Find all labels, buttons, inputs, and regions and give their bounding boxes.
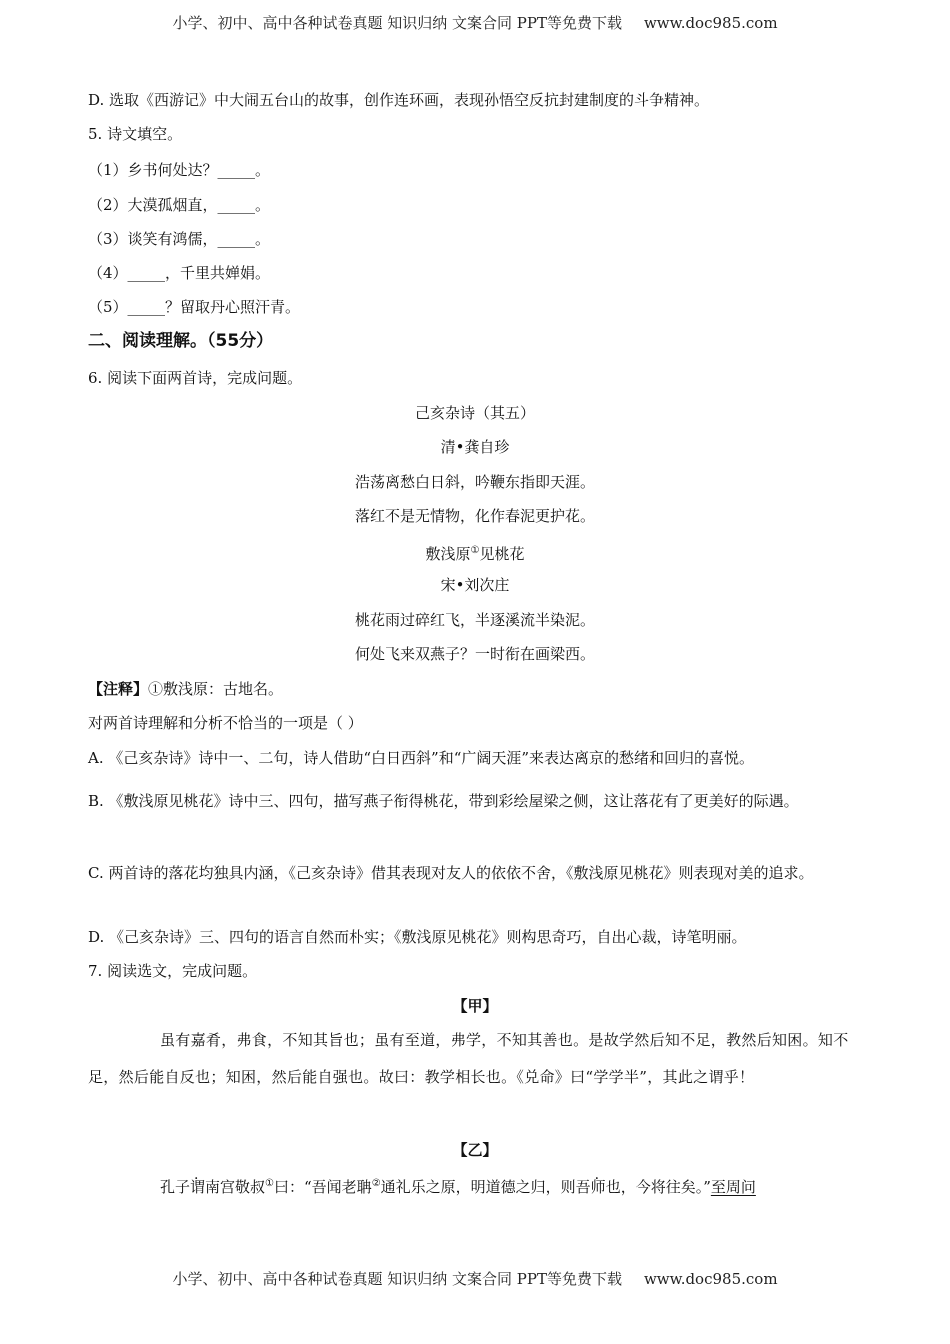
q5-item-2: （2）大漠孤烟直，_____。 <box>88 196 271 214</box>
header-text: 小学、初中、高中各种试卷真题 知识归纳 文案合同 PPT等免费下载 <box>172 14 622 32</box>
passage-yi-label: 【乙】 <box>452 1141 498 1159</box>
poem2-line-2: 何处飞来双燕子？一时衔在画梁西。 <box>354 645 595 663</box>
yi-seg-4: 通礼乐之原，明道德之归，则吾 <box>380 1178 591 1196</box>
section-2-heading: 二、阅读理解。（55分） <box>88 331 274 351</box>
q6-note <box>88 679 283 699</box>
q6-option-b: B. 《敷浅原见桃花》诗中三、四句，描写燕子衔得桃花，带到彩绘屋梁之侧，这让落花有了更美好的际遇。 <box>88 792 799 810</box>
q6-option-a: A. 《己亥杂诗》诗中一、二句，诗人借助“白日西斜”和“广阔天涯”来表达离京的愁绪和回归的喜悦。 <box>88 749 755 767</box>
footer-text: 小学、初中、高中各种试卷真题 知识归纳 文案合同 PPT等免费下载 <box>172 1270 622 1288</box>
poem2-author: 宋•刘次庄 <box>440 576 510 594</box>
footer-site[interactable]: www.doc985.com <box>643 1270 778 1288</box>
q6-option-d: D. 《己亥杂诗》三、四句的语言自然而朴实；《敷浅原见桃花》则构思奇巧，自出心裁，诗笔明丽。 <box>88 928 747 946</box>
poem2-title-a: 敷浅原 <box>425 545 471 563</box>
passage-jia-text: 虽有嘉肴，弗食，不知其旨也；虽有至道，弗学，不知其善也。是故学然后知不足，教然后知困。知不足，然后能自反也；知困，然后能自强也。故曰：教学相长也。《兑命》曰“学学半”，其此之谓乎！ <box>88 1031 849 1086</box>
q5-item-1: （1）乡书何处达？_____。 <box>88 161 271 179</box>
note-text: ①敷浅原：古地名。 <box>148 680 284 698</box>
yi-footnote-2: ② <box>371 1178 381 1189</box>
q6-option-c: C. 两首诗的落花均独具内涵，《己亥杂诗》借其表现对友人的依依不舍，《敷浅原见桃花》则表现对美的追求。 <box>88 864 814 882</box>
q6-title: 6. 阅读下面两首诗，完成问题。 <box>88 369 303 387</box>
yi-dotted-word-2: 师 <box>590 1178 606 1196</box>
header-site[interactable]: www.doc985.com <box>643 14 778 32</box>
q6-question: 对两首诗理解和分析不恰当的一项是（ ） <box>88 714 363 732</box>
poem1-title: 己亥杂诗（其五） <box>414 404 535 422</box>
yi-dotted-word-1: 谓 <box>190 1178 206 1196</box>
q4-option-d: D. 选取《西游记》中大闹五台山的故事，创作连环画，表现孙悟空反抗封建制度的斗争精神。 <box>88 91 710 109</box>
page-header <box>0 12 950 33</box>
q5-title: 5. 诗文填空。 <box>88 125 183 143</box>
q7-title: 7. 阅读选文，完成问题。 <box>88 962 258 980</box>
poem2-title-b: 见桃花 <box>479 545 525 563</box>
q5-item-3: （3）谈笑有鸿儒，_____。 <box>88 230 271 248</box>
poem1-author: 清•龚自珍 <box>440 438 510 456</box>
yi-underlined-text: 至周问 <box>710 1178 756 1196</box>
poem1-line-1: 浩荡离愁白日斜，吟鞭东指即天涯。 <box>354 473 595 491</box>
q5-item-5: （5）_____？留取丹心照汗青。 <box>88 298 301 316</box>
page-footer <box>0 1268 950 1289</box>
yi-seg-3: 曰：“吾闻老聃 <box>274 1178 372 1196</box>
passage-yi-text <box>160 1174 756 1197</box>
yi-seg-5: 也，今将往矣。” <box>605 1178 711 1196</box>
passage-jia-label: 【甲】 <box>452 997 498 1015</box>
poem2-footnote-mark: ① <box>470 545 480 556</box>
note-label: 【注释】 <box>88 680 149 698</box>
yi-seg-2: 南宫敬叔 <box>205 1178 266 1196</box>
yi-seg-1: 孔子 <box>160 1178 191 1196</box>
poem2-title <box>0 541 950 564</box>
q5-item-4: （4）_____，千里共婵娟。 <box>88 264 271 282</box>
yi-footnote-1: ① <box>265 1178 275 1189</box>
poem1-line-2: 落红不是无情物，化作春泥更护花。 <box>354 507 595 525</box>
poem2-line-1: 桃花雨过碎红飞，半逐溪流半染泥。 <box>354 611 595 629</box>
